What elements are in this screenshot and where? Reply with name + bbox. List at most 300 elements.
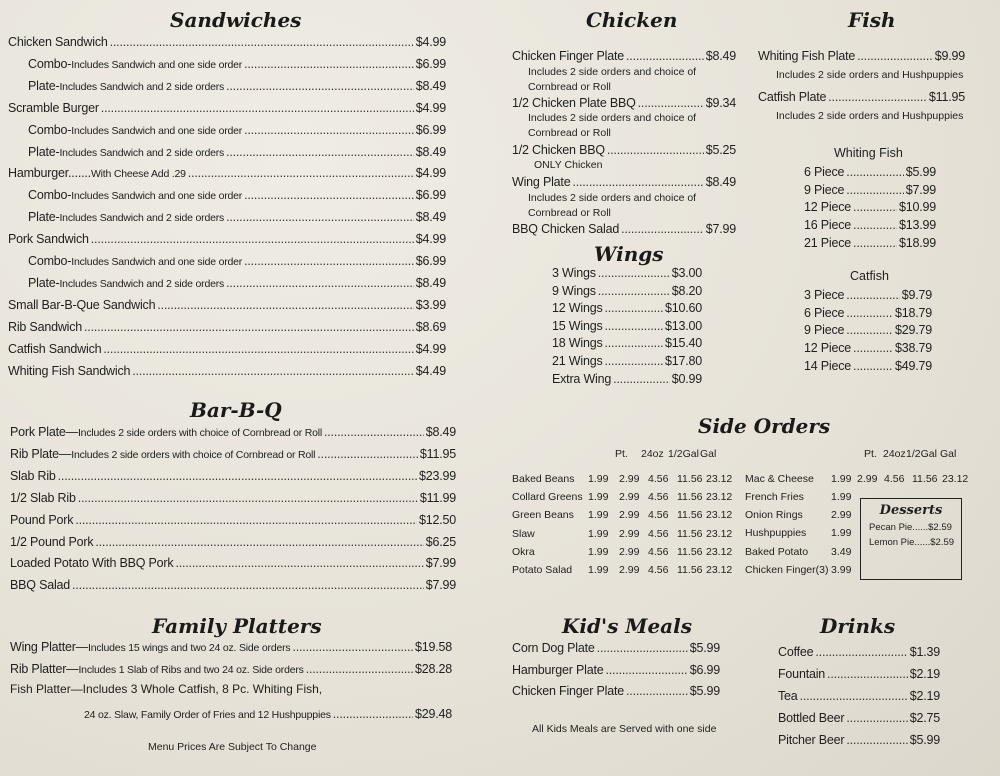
side-item-price: 1.99 [588, 564, 609, 576]
item-name: Extra Wing [552, 371, 612, 386]
dot-leader [226, 208, 414, 226]
side-item-price: 2.99 [619, 491, 640, 504]
side-item-price: 2.99 [857, 473, 878, 485]
item-name: 6 Piece [804, 165, 845, 179]
drink-row [778, 643, 940, 661]
dot-leader [605, 299, 663, 317]
dot-leader [78, 489, 418, 507]
side-item-price: 11.56 [912, 473, 938, 485]
item-price: $15.40 [664, 336, 702, 351]
wing-plate-note-1: Includes 2 side orders and choice of [528, 192, 697, 204]
barbq-row [10, 533, 456, 551]
dot-leader [605, 317, 663, 335]
side-item-price: 4.56 [648, 473, 669, 485]
rib-platter-name: Rib Platter— [10, 662, 79, 676]
item-price: $0.99 [671, 371, 702, 386]
wings-heading: Wings [594, 242, 664, 266]
item-name: 9 Wings [552, 283, 596, 298]
side-item-price: 11.56 [677, 491, 703, 504]
item-name: Small Bar-B-Que Sandwich [8, 297, 156, 312]
item-name: Coffee [778, 645, 814, 659]
sandwich-row [28, 143, 446, 161]
sandwich-row [28, 186, 446, 204]
dot-leader [853, 357, 893, 375]
sandwich-row [28, 208, 446, 226]
dot-leader [110, 33, 414, 51]
barbq-row [10, 511, 456, 529]
half-chicken-plate-row: 1/2 Chicken Plate BBQ ..... $9.34 [512, 94, 736, 112]
item-name: 15 Wings [552, 318, 603, 333]
whiting-row [804, 181, 936, 199]
dot-leader [103, 340, 413, 358]
drink-row [778, 665, 940, 683]
dot-leader [132, 362, 413, 380]
size-header: 24oz [883, 448, 906, 460]
side-item-price: 11.56 [677, 473, 703, 485]
fish-platter-price: $29.48 [414, 707, 452, 721]
wing-row [552, 370, 702, 388]
item-name: Combo- [28, 254, 72, 268]
item-price: $12.50 [418, 512, 456, 527]
size-header: Gal [940, 448, 957, 460]
item-name: 3 Piece [804, 288, 845, 302]
dot-leader [827, 665, 908, 683]
sandwich-row [8, 33, 446, 51]
side-item-price: 1.99 [588, 527, 609, 540]
item-name: Plate- [28, 210, 60, 225]
catfish-row [804, 321, 932, 339]
item-name: 18 Wings [552, 336, 603, 351]
chicken-heading: Chicken [586, 8, 678, 32]
barbq-row [10, 489, 456, 507]
fish-platter-desc: 24 oz. Slaw, Family Order of Fries and 12 Hushpuppies [84, 709, 331, 721]
dot-leader [598, 264, 670, 282]
sandwich-row [28, 77, 446, 95]
rib-platter-desc: Includes 1 Slab of Ribs and two 24 oz. Side orders [78, 664, 304, 676]
dot-leader [846, 709, 907, 727]
kids-meals-heading: Kid's Meals [562, 614, 692, 638]
dot-leader [226, 274, 414, 292]
chicken-finger-note-2: Cornbread or Roll [528, 81, 611, 93]
desserts-box [860, 498, 962, 580]
chicken-finger-note-1: Includes 2 side orders and choice of [528, 66, 697, 78]
fish-platter-row [84, 705, 452, 723]
item-price: $10.99 [898, 200, 936, 215]
side-item-price: 2.99 [619, 545, 640, 558]
item-price: $13.00 [664, 318, 702, 333]
item-price: $6.25 [425, 534, 456, 549]
side-item-price: 1.99 [588, 509, 609, 522]
item-name: Loaded Potato With BBQ Pork [10, 556, 174, 571]
item-name: Corn Dog Plate [512, 641, 595, 655]
dot-leader [244, 252, 414, 270]
whiting-fish-subheading: Whiting Fish [834, 146, 903, 160]
sandwich-row [28, 121, 446, 139]
side-item-price: 1.99 [588, 491, 609, 504]
item-name: BBQ Salad [10, 578, 71, 593]
sandwich-row [8, 296, 446, 314]
price-disclaimer: Menu Prices Are Subject To Change [148, 741, 317, 753]
item-price: $18.99 [898, 235, 936, 250]
bbq-chicken-salad-row: BBQ Chicken Salad ..... $7.99 [512, 220, 736, 238]
item-name: Combo- [28, 122, 72, 137]
dot-leader [72, 576, 424, 594]
item-description: Includes Sandwich and one side order [71, 256, 243, 268]
item-name: Catfish Sandwich [8, 341, 102, 356]
sandwich-row [28, 274, 446, 292]
item-price: $8.20 [671, 283, 702, 298]
kids-meal-row [512, 682, 720, 700]
wing-row [552, 334, 702, 352]
side-item-price: 2.99 [619, 509, 640, 522]
dot-leader [853, 339, 893, 357]
dot-leader [605, 352, 663, 370]
side-item-name: Green Beans [512, 509, 574, 522]
item-price: $6.99 [415, 188, 446, 203]
side-item-price: 4.56 [648, 564, 669, 576]
side-item-price: 11.56 [677, 564, 703, 576]
side-item-price: 3.49 [831, 545, 852, 558]
whiting-plate-row: Whiting Fish Plate ..... $9.99 [758, 47, 965, 65]
side-item-name: Slaw [512, 527, 535, 540]
item-price: $38.79 [894, 341, 932, 356]
item-name: 12 Wings [552, 301, 603, 316]
catfish-row [804, 304, 932, 322]
side-item-price: 2.99 [619, 473, 640, 485]
barbq-row [10, 554, 456, 572]
dot-leader [175, 554, 423, 572]
catfish-subheading: Catfish [850, 269, 889, 283]
item-name: 21 Piece [804, 235, 852, 250]
dot-leader [605, 334, 663, 352]
dot-leader [188, 164, 414, 182]
dot-leader [846, 286, 899, 304]
item-name: Hamburger....... [8, 166, 91, 181]
item-name: 6 Piece [804, 305, 845, 320]
item-price: $5.99 [909, 733, 940, 747]
item-name: 3 Wings [552, 266, 596, 280]
side-item-price: 23.12 [706, 509, 733, 522]
side-item-price: 4.56 [648, 545, 669, 558]
item-description: Includes Sandwich and 2 side orders [59, 212, 225, 225]
side-orders-heading: Side Orders [698, 414, 831, 438]
side-item-price: 23.12 [706, 491, 733, 504]
desserts-heading: Desserts [879, 503, 943, 518]
dot-leader [95, 533, 423, 551]
side-item-price: 3.99 [831, 563, 852, 576]
half-chicken-note-2: Cornbread or Roll [528, 127, 611, 139]
wing-platter-price: $19.58 [414, 640, 452, 654]
item-name: Combo- [28, 56, 72, 71]
rib-platter-price: $28.28 [414, 662, 452, 676]
dessert-item: Pecan Pie......$2.59 [869, 522, 952, 533]
dot-leader [853, 198, 897, 216]
side-item-name: Okra [512, 545, 535, 558]
dot-leader [91, 230, 414, 248]
item-price: $49.79 [894, 358, 932, 373]
wing-row [552, 282, 702, 300]
item-price: $29.79 [894, 323, 932, 338]
half-chicken-bbq-note: ONLY Chicken [534, 159, 603, 171]
sandwich-row [28, 55, 446, 73]
side-item-price: 1.99 [831, 527, 852, 540]
item-price: $6.99 [689, 662, 720, 677]
fish-platter-line1: Fish Platter—Includes 3 Whole Catfish, 8 Pc. Whiting Fish, [10, 682, 323, 696]
drink-row [778, 731, 940, 749]
item-name: 9 Piece [804, 182, 845, 197]
wing-platter-row [10, 638, 452, 656]
dot-leader [626, 682, 688, 700]
item-price: $7.99 [425, 556, 456, 571]
side-item-name: French Fries [745, 491, 804, 503]
item-name: Pork Sandwich [8, 232, 89, 247]
half-chicken-bbq-row: 1/2 Chicken BBQ ..... $5.25 [512, 141, 736, 159]
dot-leader [606, 661, 688, 679]
dot-leader [846, 181, 903, 199]
side-item-price: 11.56 [677, 509, 703, 522]
item-name: Bottled Beer [778, 711, 845, 725]
whiting-row [804, 234, 936, 252]
size-header: Pt. [615, 448, 628, 460]
item-name: Pound Pork [10, 512, 74, 527]
side-item-price: 11.56 [677, 527, 703, 540]
kids-meal-row [512, 639, 720, 657]
catfish-plate-note: Includes 2 side orders and Hushpuppies [776, 110, 964, 122]
item-description: Includes Sandwich and 2 side orders [59, 277, 225, 290]
size-header: Pt. [864, 448, 877, 460]
item-price: $17.80 [664, 354, 702, 368]
item-name: 16 Piece [804, 218, 852, 233]
dot-leader [244, 121, 414, 139]
size-header: 1/2Gal [906, 448, 937, 460]
dot-leader [846, 163, 903, 181]
dot-leader [324, 423, 424, 441]
item-price: $5.99 [689, 684, 720, 698]
sandwich-row [8, 340, 446, 358]
side-item-name: Collard Greens [512, 491, 583, 504]
wing-plate-row: Wing Plate ..... $8.49 [512, 173, 736, 191]
kids-meal-row [512, 661, 720, 679]
dot-leader [58, 467, 417, 485]
wing-plate-note-2: Cornbread or Roll [528, 207, 611, 219]
item-name: Chicken Finger Plate [512, 684, 625, 698]
side-item-price: 2.99 [619, 527, 640, 540]
item-description: Includes Sandwich and one side order [71, 124, 243, 137]
side-item-name: Mac & Cheese [745, 473, 814, 485]
side-item-price: 23.12 [706, 545, 733, 558]
whiting-plate-note: Includes 2 side orders and Hushpuppies [776, 69, 964, 81]
item-name: Pork Plate— [10, 425, 78, 439]
side-item-price: 23.12 [706, 473, 733, 485]
kids-meals-note: All Kids Meals are Served with one side [532, 723, 717, 735]
item-price: $4.99 [415, 35, 446, 49]
barbq-row [10, 467, 456, 485]
dot-leader [846, 304, 893, 322]
side-item-price: 1.99 [831, 473, 852, 485]
item-name: 12 Piece [804, 341, 852, 356]
side-item-name: Chicken Finger(3) [745, 563, 829, 576]
half-chicken-note-1: Includes 2 side orders and choice of [528, 112, 697, 124]
item-price: $11.95 [419, 446, 456, 461]
side-item-price: 11.56 [677, 545, 703, 558]
dot-leader [853, 216, 897, 234]
item-description: Includes 2 side orders with choice of Cornbread or Roll [77, 427, 323, 439]
wing-row [552, 352, 702, 370]
side-item-price: 23.12 [706, 527, 733, 540]
wing-platter-name: Wing Platter— [10, 640, 88, 654]
item-price: $8.49 [415, 210, 446, 225]
item-description: With Cheese Add .29 [90, 168, 186, 181]
side-item-name: Baked Potato [745, 545, 809, 558]
item-name: Hamburger Plate [512, 662, 604, 677]
item-price: $23.99 [418, 468, 456, 483]
item-name: 1/2 Pound Pork [10, 534, 94, 549]
item-name: 12 Piece [804, 200, 852, 215]
sandwich-row [8, 230, 446, 248]
item-price: $4.99 [415, 341, 446, 356]
item-price: $8.69 [415, 319, 446, 334]
item-name: 14 Piece [804, 358, 852, 373]
side-item-price: 4.56 [648, 527, 669, 540]
dot-leader [853, 234, 897, 252]
barbq-row [10, 576, 456, 594]
side-item-price: 1.99 [588, 473, 609, 485]
drinks-heading: Drinks [820, 614, 896, 638]
item-price: $2.19 [909, 689, 940, 703]
catfish-row [804, 357, 932, 375]
item-price: $8.49 [415, 275, 446, 290]
item-name: Whiting Fish Sandwich [8, 363, 131, 378]
item-price: $4.99 [415, 100, 446, 115]
item-name: Plate- [28, 78, 60, 93]
dot-leader [597, 639, 688, 657]
item-price: $2.75 [909, 711, 940, 725]
item-price: $4.99 [415, 166, 446, 181]
dessert-item: Lemon Pie......$2.59 [869, 537, 955, 548]
side-item-price: 4.56 [648, 509, 669, 522]
item-price: $6.99 [415, 254, 446, 268]
item-price: $4.99 [415, 232, 446, 247]
platters-heading: Family Platters [152, 614, 322, 638]
dot-leader [226, 143, 414, 161]
fish-heading: Fish [848, 8, 896, 32]
item-name: Pitcher Beer [778, 733, 845, 747]
drink-row [778, 687, 940, 705]
item-price: $8.49 [415, 144, 446, 159]
dot-leader [84, 318, 414, 336]
catfish-row [804, 339, 932, 357]
item-name: Rib Sandwich [8, 319, 83, 334]
item-price: $11.99 [419, 490, 456, 505]
item-name: Combo- [28, 188, 72, 203]
sandwich-row [28, 252, 446, 270]
dot-leader [317, 445, 418, 463]
side-item-name: Potato Salad [512, 564, 573, 576]
wing-row [552, 299, 702, 317]
item-price: $9.79 [901, 288, 932, 302]
item-name: Rib Plate— [10, 446, 72, 461]
sandwiches-heading: Sandwiches [170, 8, 302, 32]
sandwich-row [8, 164, 446, 182]
dot-leader [800, 687, 908, 705]
drink-row [778, 709, 940, 727]
dot-leader [815, 643, 907, 661]
whiting-row [804, 198, 936, 216]
item-name: 21 Wings [552, 354, 603, 368]
item-price: $6.99 [415, 122, 446, 137]
item-description: Includes 2 side orders with choice of Cornbread or Roll [71, 448, 316, 461]
side-item-price: 1.99 [588, 545, 609, 558]
dot-leader [244, 55, 414, 73]
size-header: 24oz [641, 448, 664, 460]
side-item-price: 23.12 [706, 564, 733, 576]
dot-leader [226, 77, 414, 95]
item-price: $2.19 [909, 667, 940, 681]
item-price: $8.49 [415, 78, 446, 93]
sandwich-row [8, 362, 446, 380]
sandwich-row [8, 99, 446, 117]
item-price: $18.79 [894, 305, 932, 320]
catfish-plate-row: Catfish Plate ..... $11.95 [758, 88, 965, 106]
dot-leader [244, 186, 414, 204]
item-price: $5.99 [905, 165, 936, 179]
side-item-price: 2.99 [831, 509, 852, 522]
item-price: $4.49 [415, 363, 446, 378]
barbq-heading: Bar-B-Q [190, 398, 282, 422]
barbq-row [10, 423, 456, 441]
item-price: $6.99 [415, 56, 446, 71]
item-name: 9 Piece [804, 323, 845, 338]
barbq-row [10, 445, 456, 463]
item-price: $10.60 [664, 301, 702, 316]
wing-row [552, 317, 702, 335]
dot-leader [75, 511, 417, 529]
dot-leader [157, 296, 413, 314]
side-item-price: 2.99 [619, 564, 640, 576]
item-description: Includes Sandwich and one side order [71, 58, 243, 71]
size-header: Gal [700, 448, 717, 460]
side-item-name: Baked Beans [512, 473, 575, 485]
whiting-row [804, 163, 936, 181]
side-item-price: 4.56 [648, 491, 669, 504]
side-item-price: 4.56 [884, 473, 905, 485]
item-name: Plate- [28, 144, 60, 159]
size-header: 1/2Gal [668, 448, 699, 460]
dot-leader [846, 731, 907, 749]
item-name: Plate- [28, 275, 60, 290]
whiting-row [804, 216, 936, 234]
item-price: $8.49 [425, 425, 456, 439]
dot-leader [598, 282, 670, 300]
item-price: $3.99 [415, 297, 446, 312]
item-price: $1.39 [909, 645, 940, 659]
item-price: $3.00 [671, 266, 702, 280]
item-description: Includes Sandwich and 2 side orders [59, 146, 225, 159]
item-price: $7.99 [905, 182, 936, 197]
item-description: Includes Sandwich and one side order [71, 190, 243, 203]
item-name: Scramble Burger [8, 100, 99, 115]
chicken-finger-plate-row: Chicken Finger Plate ..... $8.49 [512, 47, 736, 65]
side-item-name: Onion Rings [745, 509, 803, 522]
rib-platter-row [10, 660, 452, 678]
item-description: Includes Sandwich and 2 side orders [59, 80, 225, 93]
item-name: Tea [778, 689, 798, 703]
item-name: Chicken Sandwich [8, 35, 108, 49]
dot-leader [613, 370, 670, 388]
item-price: $7.99 [425, 578, 456, 593]
wing-platter-desc: Includes 15 wings and two 24 oz. Side orders [87, 642, 291, 654]
item-name: 1/2 Slab Rib [10, 490, 76, 505]
